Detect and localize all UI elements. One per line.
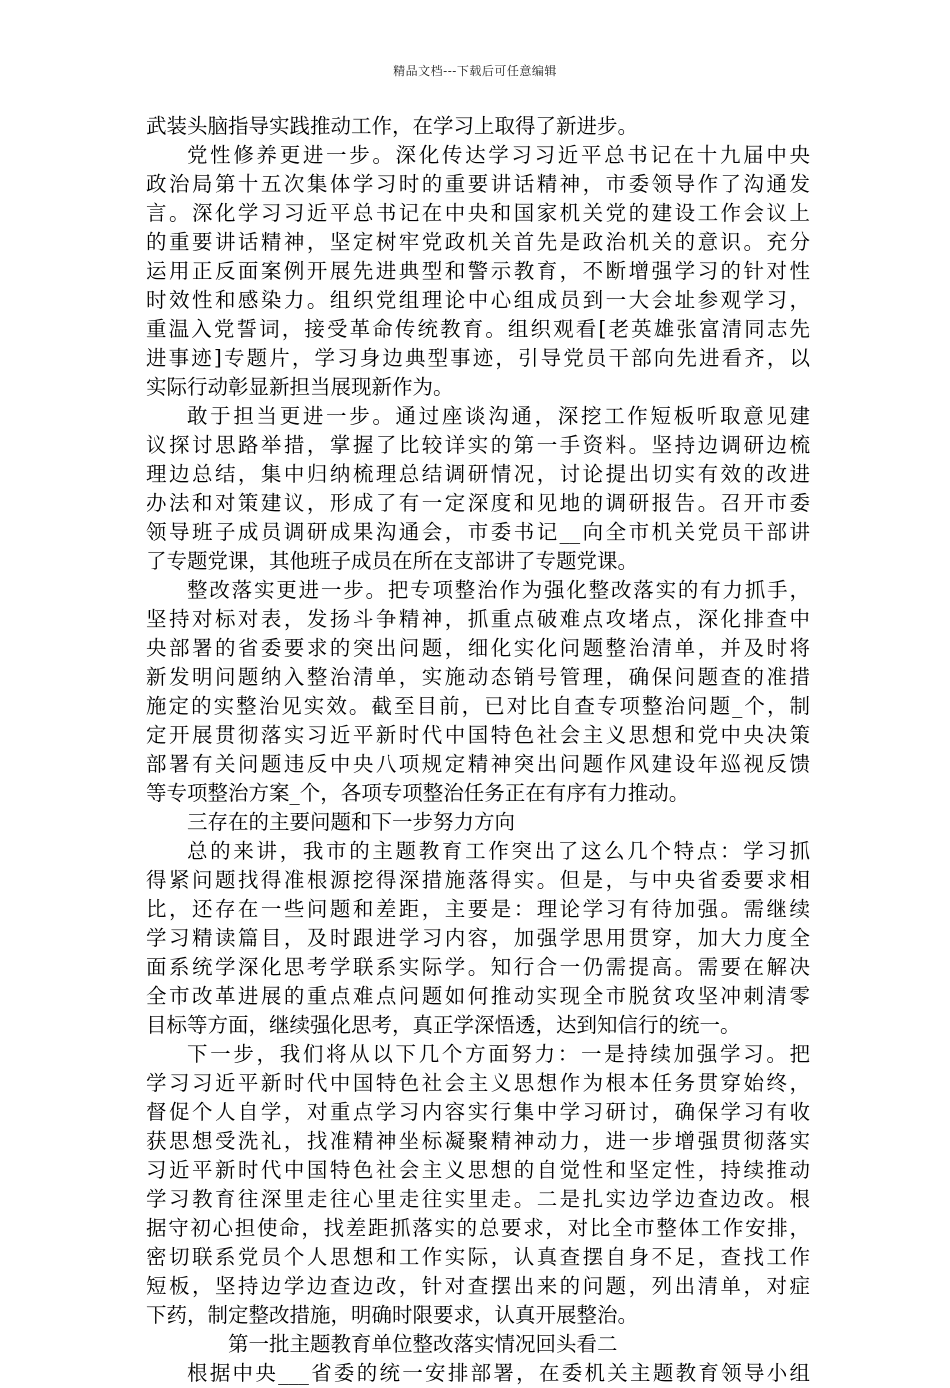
text-line: 比，还存在一些问题和差距，主要是：理论学习有待加强。需继续 — [146, 897, 810, 921]
text-line: 督促个人自学，对重点学习内容实行集中学习研讨，确保学习有收 — [146, 1100, 810, 1124]
text-line: 第一批主题教育单位整改落实情况回头看二 — [228, 1332, 618, 1356]
text-line: 学习教育往深里走往心里走往实里走。二是扎实边学边查边改。根 — [146, 1187, 810, 1211]
text-line: 重温入党誓词，接受革命传统教育。组织观看[老英雄张富清同志先 — [146, 317, 810, 341]
text-line: 等专项整治方案_个，各项专项整治任务正在有序有力推动。 — [146, 781, 690, 805]
text-line: 坚持对标对表，发扬斗争精神，抓重点破难点攻堵点，深化排查中 — [146, 607, 810, 631]
text-line: 了专题党课，其他班子成员在所在支部讲了专题党课。 — [146, 549, 638, 573]
text-line: 运用正反面案例开展先进典型和警示教育，不断增强学习的针对性 — [146, 259, 810, 283]
text-line: 下药，制定整改措施，明确时限要求，认真开展整治。 — [146, 1303, 638, 1327]
text-line: 据守初心担使命，找差距抓落实的总要求，对比全市整体工作安排， — [146, 1216, 810, 1240]
text-line: 根据中央___省委的统一安排部署，在委机关主题教育领导小组 — [187, 1361, 810, 1385]
document-body — [146, 112, 810, 1388]
text-line: 全市改革进展的重点难点问题如何推动实现全市脱贫攻坚冲刺清零 — [146, 984, 810, 1008]
text-line: 密切联系党员个人思想和工作实际，认真查摆自身不足，查找工作 — [146, 1245, 810, 1269]
page-header: 精品文档---下载后可任意编辑 — [393, 64, 557, 78]
text-line: 三存在的主要问题和下一步努力方向 — [187, 810, 515, 834]
text-line: 学习精读篇目，及时跟进学习内容，加强学思用贯穿，加大力度全 — [146, 926, 810, 950]
text-line: 习近平新时代中国特色社会主义思想的自觉性和坚定性，持续推动 — [146, 1158, 810, 1182]
text-line: 总的来讲，我市的主题教育工作突出了这么几个特点：学习抓 — [187, 839, 810, 863]
text-line: 进事迹]专题片，学习身边典型事迹，引导党员干部向先进看齐，以 — [146, 346, 810, 370]
text-line: 的重要讲话精神，坚定树牢党政机关首先是政治机关的意识。充分 — [146, 230, 810, 254]
text-line: 目标等方面，继续强化思考，真正学深悟透，达到知信行的统一。 — [146, 1013, 741, 1037]
text-line: 议探讨思路举措，掌握了比较详实的第一手资料。坚持边调研边梳 — [146, 433, 810, 457]
text-line: 央部署的省委要求的突出问题，细化实化问题整治清单，并及时将 — [146, 636, 810, 660]
text-line: 面系统学深化思考学联系实际学。知行合一仍需提高。需要在解决 — [146, 955, 810, 979]
text-line: 时效性和感染力。组织党组理论中心组成员到一大会址参观学习， — [146, 288, 810, 312]
text-line: 下一步，我们将从以下几个方面努力：一是持续加强学习。把 — [187, 1042, 810, 1066]
text-line: 新发明问题纳入整治清单，实施动态销号管理，确保问题查的准措 — [146, 665, 810, 689]
text-line: 短板，坚持边学边查边改，针对查摆出来的问题，列出清单，对症 — [146, 1274, 810, 1298]
text-line: 政治局第十五次集体学习时的重要讲话精神，市委领导作了沟通发 — [146, 172, 810, 196]
text-line: 办法和对策建议，形成了有一定深度和见地的调研报告。召开市委 — [146, 491, 810, 515]
text-line: 定开展贯彻落实习近平新时代中国特色社会主义思想和党中央决策 — [146, 723, 810, 747]
text-line: 党性修养更进一步。深化传达学习习近平总书记在十九届中央 — [187, 143, 810, 167]
text-line: 得紧问题找得准根源挖得深措施落得实。但是，与中央省委要求相 — [146, 868, 810, 892]
text-line: 部署有关问题违反中央八项规定精神突出问题作风建设年巡视反馈 — [146, 752, 810, 776]
text-line: 言。深化学习习近平总书记在中央和国家机关党的建设工作会议上 — [146, 201, 810, 225]
text-line: 敢于担当更进一步。通过座谈沟通，深挖工作短板听取意见建 — [187, 404, 810, 428]
text-line: 实际行动彰显新担当展现新作为。 — [146, 375, 454, 399]
text-line: 整改落实更进一步。把专项整治作为强化整改落实的有力抓手， — [187, 578, 810, 602]
text-line: 理边总结，集中归纳梳理总结调研情况，讨论提出切实有效的改进 — [146, 462, 810, 486]
text-line: 获思想受洗礼，找准精神坐标凝聚精神动力，进一步增强贯彻落实 — [146, 1129, 810, 1153]
text-line: 施定的实整治见实效。截至目前，已对比自查专项整治问题_个，制 — [146, 694, 810, 718]
text-line: 领导班子成员调研成果沟通会，市委书记__向全市机关党员干部讲 — [146, 520, 810, 544]
text-line: 学习习近平新时代中国特色社会主义思想作为根本任务贯穿始终， — [146, 1071, 810, 1095]
text-line: 武装头脑指导实践推动工作，在学习上取得了新进步。 — [146, 114, 638, 138]
